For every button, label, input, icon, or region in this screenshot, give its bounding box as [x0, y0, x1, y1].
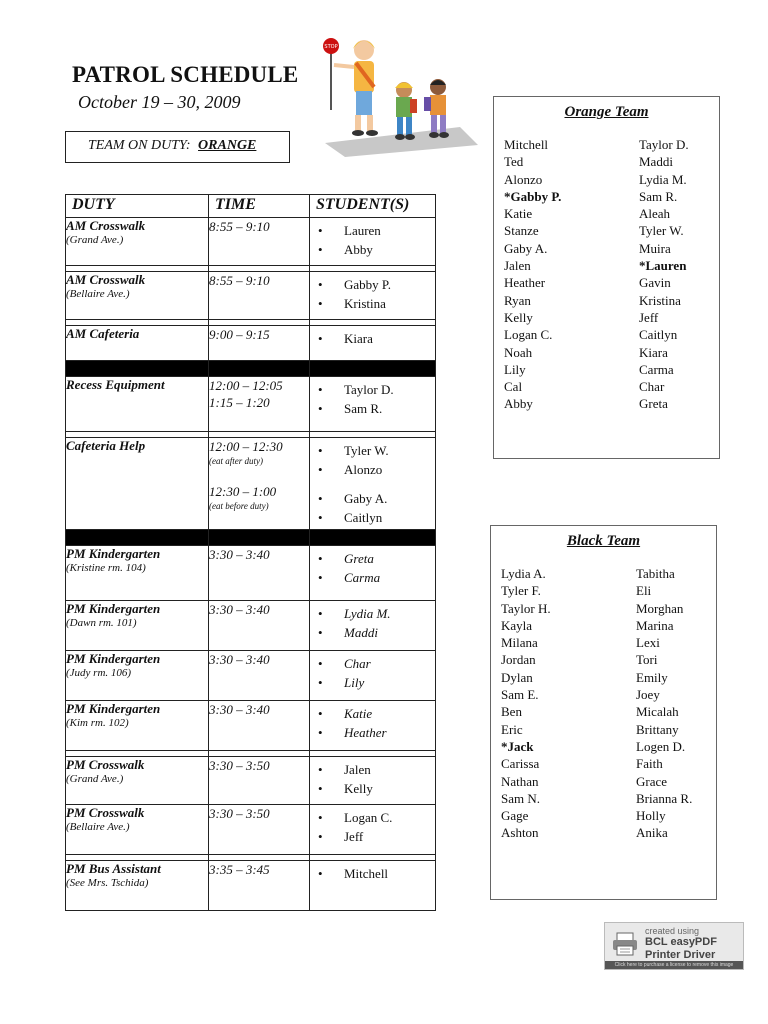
team-member-name: Faith	[636, 756, 663, 772]
duty-location: (Bellaire Ave.)	[66, 821, 130, 833]
team-member-name: Muira	[639, 240, 671, 256]
student-name: • Gaby A.	[318, 489, 431, 508]
black-divider	[66, 361, 436, 377]
team-member-name: Char	[639, 379, 665, 395]
team-member-name: Milana	[501, 635, 538, 651]
duty-name: PM Kindergarten	[66, 651, 161, 666]
duty-time: 9:00 – 9:15	[209, 326, 310, 361]
team-member-name: Logan C.	[504, 327, 553, 343]
team-member-name: Ted	[504, 154, 524, 170]
team-member-name: Micalah	[636, 704, 679, 720]
team-on-duty-label: TEAM ON DUTY:	[88, 138, 191, 153]
table-row	[66, 601, 436, 651]
student-name: • Kristina	[318, 294, 431, 313]
team-member-name: Kristina	[639, 292, 681, 308]
table-row	[66, 701, 436, 751]
student-name: • Alonzo	[318, 460, 431, 479]
team-member-name: Eli	[636, 583, 652, 599]
column-header-students: STUDENT(S)	[310, 195, 436, 218]
student-name: • Logan C.	[318, 808, 431, 827]
team-member-name: Morghan	[636, 600, 684, 616]
team-member-name: Heather	[504, 275, 546, 291]
team-member-name: Ryan	[504, 292, 531, 308]
orange-team-title: Orange Team	[564, 104, 649, 120]
team-member-name: Kiara	[639, 344, 668, 360]
team-member-name: Carissa	[501, 756, 540, 772]
team-on-duty-value: ORANGE	[198, 138, 257, 153]
student-name: • Tyler W.	[318, 441, 431, 460]
duty-location: (Bellaire Ave.)	[66, 288, 130, 300]
team-member-name: Carma	[639, 361, 674, 377]
badge-created-text: created using	[645, 926, 700, 936]
team-member-name: Kayla	[501, 617, 533, 633]
duty-time: 3:30 – 3:40	[209, 651, 310, 701]
badge-product-name: BCL easyPDF	[645, 936, 717, 948]
duty-time: 3:35 – 3:45	[209, 861, 310, 911]
team-member-name: Tabitha	[636, 566, 675, 581]
student-name: • Greta	[318, 549, 431, 568]
printer-icon	[611, 931, 639, 957]
team-member-name: Holly	[636, 808, 666, 824]
team-member-name: Tyler W.	[639, 223, 684, 239]
duty-location: (Kim rm. 102)	[66, 717, 129, 729]
team-member-name: Katie	[504, 206, 533, 222]
table-row	[66, 326, 436, 361]
badge-product-subtitle: Printer Driver	[645, 949, 716, 961]
team-member-name: Eric	[501, 721, 523, 737]
duty-name: PM Kindergarten	[66, 546, 161, 561]
page-title: PATROL SCHEDULE	[72, 62, 299, 87]
team-member-name: Brittany	[636, 721, 679, 737]
team-member-name: Lily	[504, 361, 526, 377]
team-member-name: Sam R.	[639, 188, 678, 204]
badge-license-link[interactable]: Click here to purchase a license to remove this image	[605, 961, 743, 969]
duty-name: PM Kindergarten	[66, 701, 161, 716]
student-name: • Sam R.	[318, 399, 431, 418]
team-member-name: Ben	[501, 704, 522, 720]
team-member-name: Maddi	[639, 154, 673, 170]
table-header-row	[66, 195, 436, 218]
orange-team-box	[493, 96, 720, 459]
team-member-name: Brianna R.	[636, 790, 693, 806]
duty-name: PM Kindergarten	[66, 601, 161, 616]
student-name: • Kelly	[318, 779, 431, 798]
duty-name: AM Cafeteria	[66, 326, 140, 341]
orange-team-col-2	[639, 136, 689, 413]
team-member-name: Emily	[636, 669, 668, 685]
duty-time: 3:30 – 3:40	[209, 601, 310, 651]
table-row	[66, 438, 436, 530]
table-row	[66, 546, 436, 601]
team-member-name: Anika	[636, 825, 668, 841]
duty-name: PM Crosswalk	[66, 805, 145, 820]
team-member-name: Gage	[501, 808, 529, 824]
team-member-name: Jordan	[501, 652, 536, 668]
svg-text:STOP: STOP	[324, 44, 338, 50]
team-member-name: Ashton	[501, 825, 539, 841]
team-member-name: *Gabby P.	[504, 188, 562, 204]
duty-time: 3:30 – 3:40	[209, 701, 310, 751]
student-name: • Taylor D.	[318, 380, 431, 399]
team-member-name: Dylan	[501, 669, 533, 685]
duty-time: 8:55 – 9:10	[209, 218, 310, 266]
duty-location: (Grand Ave.)	[66, 234, 124, 246]
team-member-name: Lydia M.	[639, 171, 687, 187]
student-name: • Carma	[318, 568, 431, 587]
crossing-guard-clipart	[320, 35, 480, 160]
team-member-name: Lexi	[636, 635, 660, 651]
date-range: October 19 – 30, 2009	[78, 92, 241, 112]
duty-name: PM Crosswalk	[66, 757, 145, 772]
team-member-name: Jalen	[504, 258, 531, 274]
team-member-name: Aleah	[639, 206, 671, 222]
team-member-name: *Jack	[501, 738, 534, 754]
team-member-name: Caitlyn	[639, 327, 678, 343]
student-name: • Kiara	[318, 329, 431, 348]
duty-time: 12:30 – 1:00	[209, 484, 277, 499]
team-member-name: Taylor H.	[501, 600, 551, 616]
student-name: • Abby	[318, 240, 431, 259]
team-member-name: Taylor D.	[639, 137, 689, 152]
column-header-time: TIME	[209, 195, 310, 218]
duty-name: Cafeteria Help	[66, 438, 146, 453]
duty-name: Recess Equipment	[66, 377, 165, 392]
duty-time: 3:30 – 3:50	[209, 805, 310, 855]
table-row	[66, 651, 436, 701]
duty-name: AM Crosswalk	[66, 272, 146, 287]
duty-note: (eat before duty)	[209, 501, 269, 511]
table-row	[66, 861, 436, 911]
student-name: • Lydia M.	[318, 604, 431, 623]
student-name: • Caitlyn	[318, 508, 431, 527]
team-member-name: Lydia A.	[501, 566, 546, 581]
table-row	[66, 272, 436, 320]
black-team-box	[490, 525, 717, 900]
team-member-name: Abby	[504, 396, 533, 412]
duty-location: (See Mrs. Tschida)	[66, 877, 149, 889]
student-name: • Katie	[318, 704, 431, 723]
team-member-name: Kelly	[504, 309, 533, 325]
team-member-name: Sam E.	[501, 687, 539, 703]
black-team-col-2	[636, 565, 692, 842]
table-row	[66, 377, 436, 432]
orange-team-col-1	[504, 136, 639, 413]
team-member-name: Noah	[504, 344, 533, 360]
column-header-duty: DUTY	[66, 195, 209, 218]
duty-time: 3:30 – 3:40	[209, 546, 310, 601]
team-member-name: Logen D.	[636, 738, 686, 754]
student-name: • Heather	[318, 723, 431, 742]
team-member-name: Tori	[636, 652, 658, 668]
duty-time: 12:00 – 12:30	[209, 439, 283, 454]
duty-time: 1:15 – 1:20	[209, 395, 270, 410]
team-member-name: Alonzo	[504, 171, 543, 187]
duty-time: 12:00 – 12:05	[209, 378, 283, 393]
duty-name: AM Crosswalk	[66, 218, 146, 233]
student-name: • Jalen	[318, 760, 431, 779]
team-member-name: Mitchell	[504, 137, 549, 152]
team-member-name: Jeff	[639, 309, 659, 325]
team-member-name: Joey	[636, 687, 660, 703]
student-name: • Lauren	[318, 221, 431, 240]
table-row	[66, 757, 436, 805]
duty-time: 8:55 – 9:10	[209, 272, 310, 320]
table-row	[66, 805, 436, 855]
duty-location: (Judy rm. 106)	[66, 667, 132, 679]
student-name: • Gabby P.	[318, 275, 431, 294]
team-member-name: Grace	[636, 773, 668, 789]
team-member-name: Gaby A.	[504, 240, 548, 256]
duty-location: (Kristine rm. 104)	[66, 562, 146, 574]
team-on-duty-box	[65, 131, 290, 163]
student-name: • Maddi	[318, 623, 431, 642]
duty-note: (eat after duty)	[209, 456, 263, 466]
team-member-name: Stanze	[504, 223, 539, 239]
team-member-name: *Lauren	[639, 258, 687, 274]
team-member-name: Gavin	[639, 275, 671, 291]
duty-name: PM Bus Assistant	[66, 861, 161, 876]
table-row	[66, 218, 436, 266]
duty-location: (Dawn rm. 101)	[66, 617, 137, 629]
black-divider	[66, 530, 436, 546]
pdf-driver-badge[interactable]	[604, 922, 744, 970]
team-member-name: Marina	[636, 617, 674, 633]
team-member-name: Sam N.	[501, 790, 540, 806]
black-team-col-1	[501, 565, 636, 842]
team-member-name: Nathan	[501, 773, 539, 789]
team-member-name: Greta	[639, 396, 668, 412]
team-member-name: Cal	[504, 379, 523, 395]
team-member-name: Tyler F.	[501, 583, 541, 599]
student-name: • Lily	[318, 673, 431, 692]
black-team-title: Black Team	[566, 533, 641, 549]
student-name: • Mitchell	[318, 864, 431, 883]
duty-time: 3:30 – 3:50	[209, 757, 310, 805]
duty-schedule-table	[65, 194, 436, 911]
student-name: • Jeff	[318, 827, 431, 846]
duty-location: (Grand Ave.)	[66, 773, 124, 785]
student-name: • Char	[318, 654, 431, 673]
